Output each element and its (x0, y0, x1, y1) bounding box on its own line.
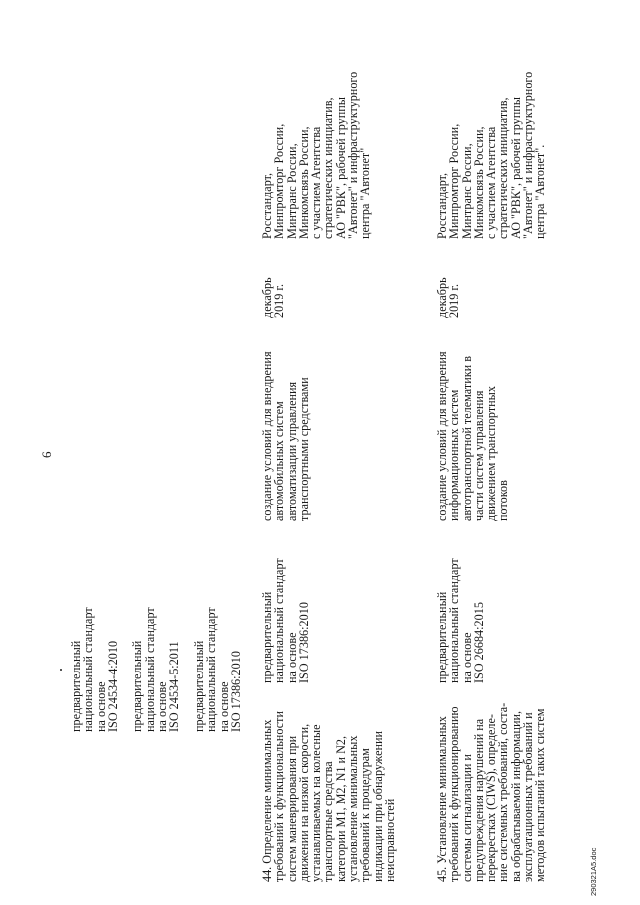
row-44-standard: предварительный национальный стандарт на основе ISO 17386:2010 (260, 558, 311, 683)
row-44-name: 44. Определение минимальных требований к функциональности систем маневрирования при движении на низкой скорости, устанавливаемых на колесные транспортные средства категории М1, М2, N1 и N2, установление минимальных требований к процедурам индикации при обнаружении неисправностей (260, 711, 397, 882)
standards-continuation: предварительный национальный стандарт на основе ISO 24534-4:2010 предварительный национальный стандарт на основе ISO 24534-5:2011 предварительный национальный стандарт на основе ISO 17386:2010 (69, 607, 243, 732)
row-44-responsible: Росстандарт, Минпромторг России, Минтранс России, Минкомсвязь России, с участием Агентства стратегических инициатив, АО "РВК", рабочей группы "Автонет" и инфраструктурного центра "Автонет" (260, 71, 373, 239)
page-number: 6 (39, 451, 54, 458)
row-45-standard: предварительный национальный стандарт на основе ISO 26684:2015 (435, 558, 486, 683)
row-45-name: 45. Установление минимальных требований к функционированию системы сигнализации и предупреждения нарушений на перекрестках (CIWS), определе- ние системных требований, соста- ва обрабатываемой информации, эксплуатационных требований и методов испытаний таких систем (435, 702, 548, 882)
row-44-deadline: декабрь 2019 г. (260, 277, 287, 318)
row-44-goal: создание условий для внедрения автомобильных систем автоматизации управления транспортными средствами (260, 351, 311, 521)
row-45-goal: создание условий для внедрения информационных систем автотранспортной телематики в части систем управления движением транспортных потоков (435, 351, 511, 521)
row-45-deadline: декабрь 2019 г. (435, 277, 462, 318)
footer-filename: 290321A5.doc (589, 847, 598, 896)
list-marker (60, 669, 62, 671)
row-45-responsible: Росстандарт, Минпромторг России, Минтранс России, Минкомсвязь России, с участием Агентства стратегических инициатив, АО "РВК", рабочей группы "Автонет" и инфраструктурного центра "Автонет". (435, 71, 548, 239)
